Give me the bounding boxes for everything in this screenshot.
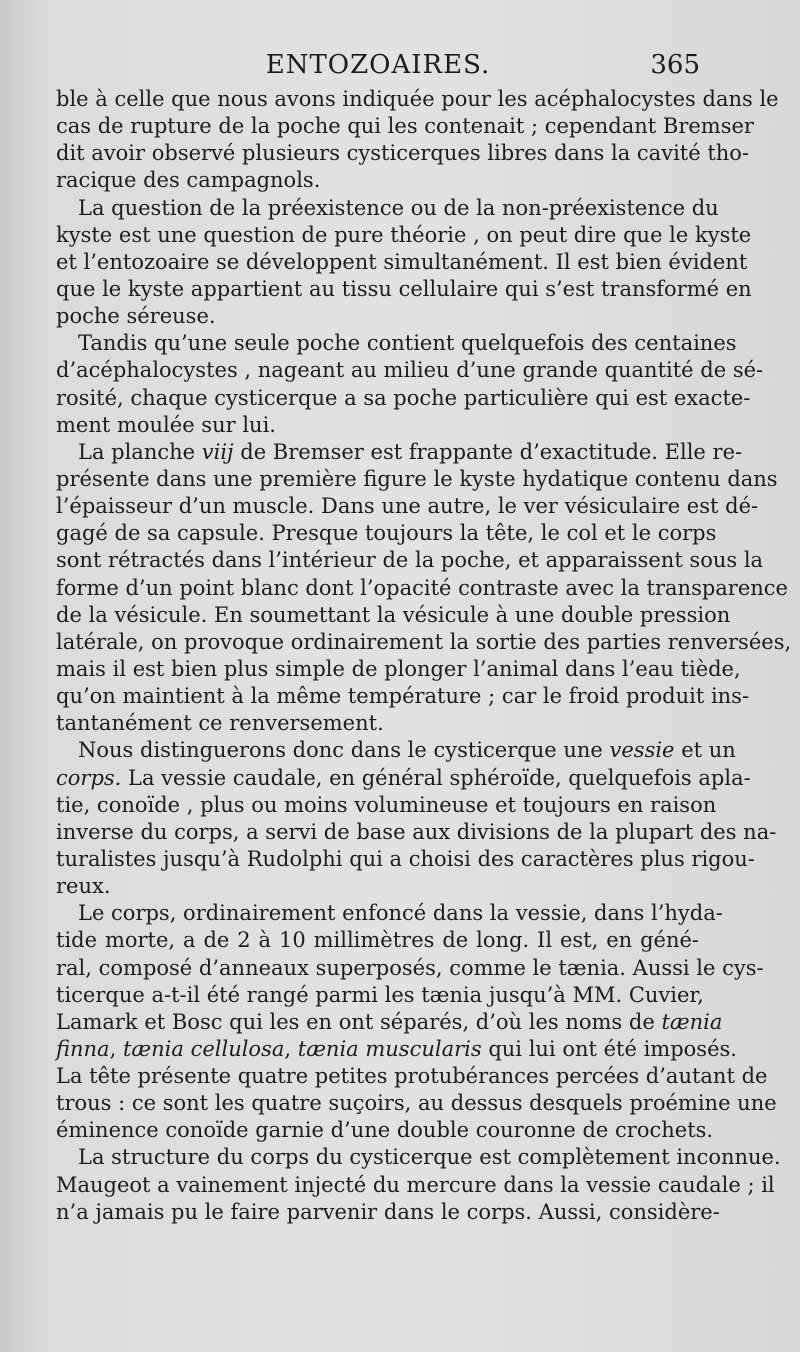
text-line [56,1009,723,1036]
text-line: Maugeot a vainement injecté du mercure dans la vessie caudale ; il [56,1172,775,1197]
text-line: La question de la préexistence ou de la non-préexistence du [78,195,719,220]
text-line: La structure du corps du cysticerque est complètement inconnue. [78,1145,781,1170]
italic-term: corps. [56,765,122,790]
text-line [56,1036,737,1063]
text-line: Tandis qu’une seule poche contient quelquefois des centaines [78,331,737,356]
text-line: kyste est une question de pure théorie , on peut dire que le kyste [56,222,752,247]
text-line: racique des campagnols. [56,168,321,193]
text-line: reux. [56,874,111,899]
text-line: sont rétractés dans l’intérieur de la poche, et apparaissent sous la [56,548,764,573]
italic-term: vessie [609,738,675,763]
text-line: Le corps, ordinairement enfoncé dans la vessie, dans l’hyda- [78,901,723,926]
text-line: présente dans une première figure le kyste hydatique contenu dans [56,466,778,491]
text-segment: Nous distinguerons donc dans le cysticerque une [78,738,603,763]
text-segment: La planche [78,439,196,464]
text-line [56,737,736,764]
text-line: latérale, on provoque ordinairement la sortie des parties renversées, [56,629,792,654]
running-title: ENTOZOAIRES. [265,50,491,80]
body-text [56,86,792,1226]
italic-term: viij [201,439,234,464]
italic-term: tænia [661,1009,723,1034]
text-segment: , [109,1036,117,1061]
text-line: de la vésicule. En soumettant la vésicule à une double pression [56,602,731,627]
text-line: cas de rupture de la poche qui les contenait ; cependant Bremser [56,114,754,139]
page-number: 365 [650,50,700,80]
text-line: l’épaisseur d’un muscle. Dans une autre, le ver vésiculaire est dé- [56,494,759,519]
text-line: éminence conoïde garnie d’une double couronne de crochets. [56,1118,714,1143]
text-segment: , [284,1036,292,1061]
text-line: ticerque a-t-il été rangé parmi les tænia jusqu’à MM. Cuvier, [56,982,704,1007]
text-line: inverse du corps, a servi de base aux divisions de la plupart des na- [56,819,777,844]
text-segment: de Bremser est frappante d’exactitude. Elle re- [240,439,743,464]
text-segment: qui lui ont été imposés. [488,1036,737,1061]
text-line [56,439,743,466]
text-line: gagé de sa capsule. Presque toujours la tête, le col et le corps [56,521,717,546]
text-segment: Lamark et Bosc qui les en ont séparés, d’où les noms de [56,1009,655,1034]
italic-term: tænia muscularis [297,1036,482,1061]
text-line: tide morte, a de 2 à 10 millimètres de long. Il est, en géné- [56,928,699,953]
italic-term: tænia cellulosa [122,1036,285,1061]
text-line: et l’entozoaire se développent simultanément. Il est bien évident [56,249,748,274]
text-line: forme d’un point blanc dont l’opacité contraste avec la transparence [56,575,788,600]
text-line: dit avoir observé plusieurs cysticerques libres dans la cavité tho- [56,141,750,166]
page-header [56,46,700,86]
text-line: que le kyste appartient au tissu cellulaire qui s’est transformé en [56,276,752,301]
text-segment: et un [681,738,736,763]
text-line [56,765,751,792]
text-line: qu’on maintient à la même température ; car le froid produit ins- [56,684,750,709]
text-segment: La vessie caudale, en général sphéroïde, quelquefois apla- [128,765,751,790]
text-line: ment moulée sur lui. [56,412,276,437]
text-line: trous : ce sont les quatre suçoirs, au dessus desquels proémine une [56,1091,777,1116]
text-line: ral, composé d’anneaux superposés, comme le tænia. Aussi le cys- [56,955,764,980]
text-line: turalistes jusqu’à Rudolphi qui a choisi des caractères plus rigou- [56,846,755,871]
text-line: mais il est bien plus simple de plonger l’animal dans l’eau tiède, [56,656,741,681]
text-line: ble à celle que nous avons indiquée pour les acéphalocystes dans le [56,87,779,111]
text-line: La tête présente quatre petites protubérances percées d’autant de [56,1064,768,1089]
text-line: tie, conoïde , plus ou moins volumineuse et toujours en raison [56,792,717,817]
text-line: rosité, chaque cysticerque a sa poche particulière qui est exacte- [56,385,751,410]
text-line: tantanément ce renversement. [56,711,384,736]
italic-term: finna [56,1036,110,1061]
text-line: n’a jamais pu le faire parvenir dans le corps. Aussi, considère- [56,1199,720,1224]
text-line: d’acéphalocystes , nageant au milieu d’une grande quantité de sé- [56,358,764,383]
text-line: poche séreuse. [56,304,216,329]
